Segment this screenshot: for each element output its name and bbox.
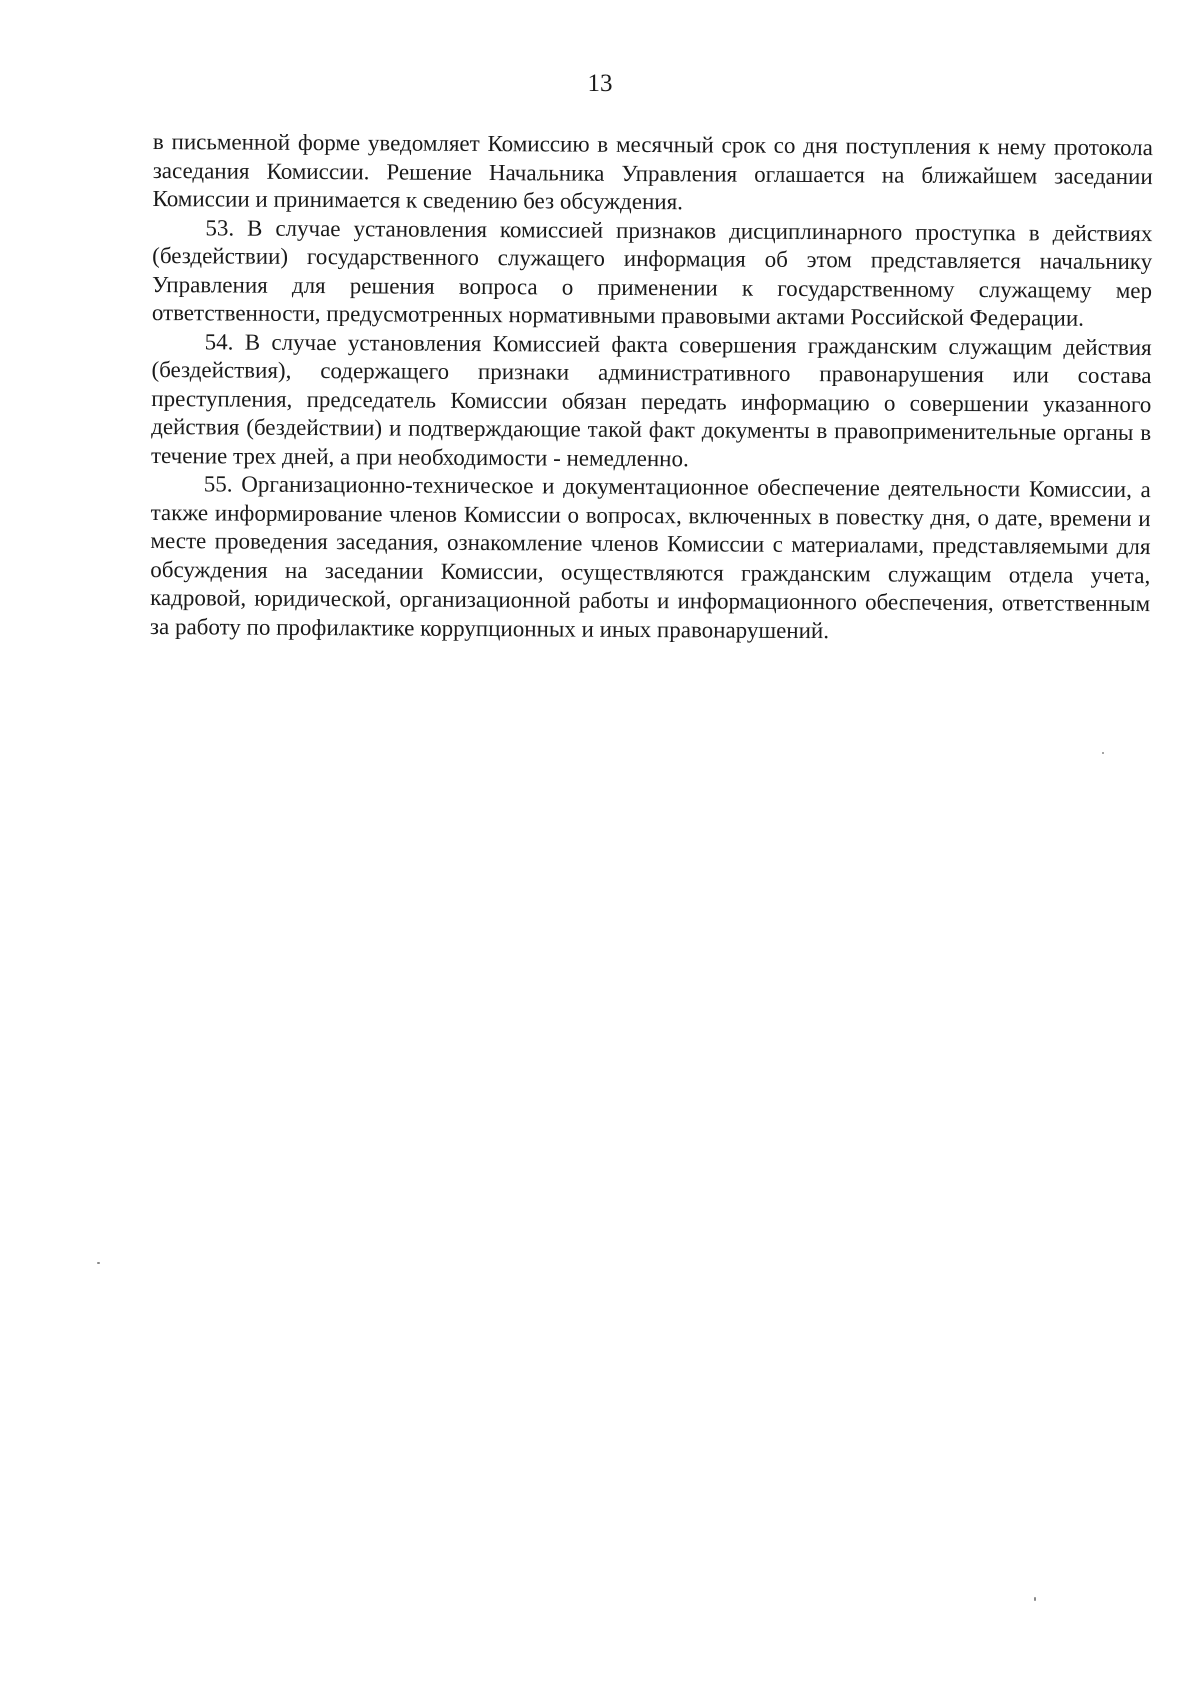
paragraph-54: 54. В случае установления Комиссией факта совершения гражданским служащим действия (бездействия), содержащего признаки административного правонарушения или состава преступления, председатель Комиссии обязан передать информацию о совершении указанного действия (бездействии) и подтверждающие такой факт документы в правоприменительные органы в течение трех дней, а при необходимости - немедленно. <box>150 328 1152 471</box>
page-number: 13 <box>587 70 613 97</box>
scan-speck <box>1102 752 1104 754</box>
document-body <box>150 128 1153 647</box>
paragraph-continuation: в письменной форме уведомляет Комиссию в месячный срок со дня поступления к нему протокола заседания Комиссии. Решение Начальника Управления оглашается на ближайшем заседании Комиссии и принимается к сведению без обсуждения. <box>152 128 1153 215</box>
paragraph-53: 53. В случае установления комиссией признаков дисциплинарного проступка в действиях (бездействии) государственного служащего информация об этом представляется начальнику Управления для решения вопроса о применении к государственному служащему мер ответственности, предусмотренных нормативными правовыми актами Российской Федерации. <box>151 214 1153 331</box>
scan-speck <box>97 1262 100 1264</box>
paragraph-55: 55. Организационно-техническое и документационное обеспечение деятельности Комиссии, а также информирование членов Комиссии о вопросах, включенных в повестку дня, о дате, времени и месте проведения заседания, ознакомление членов Комиссии с материалами, представляемыми для обсуждения на заседании Комиссии, осуществляются гражданским служащим отдела учета, кадровой, юридической, организационной работы и информационного обеспечения, ответственным за работу по профилактике коррупционных и иных правонарушений. <box>149 471 1151 643</box>
scan-speck <box>1034 1597 1036 1601</box>
